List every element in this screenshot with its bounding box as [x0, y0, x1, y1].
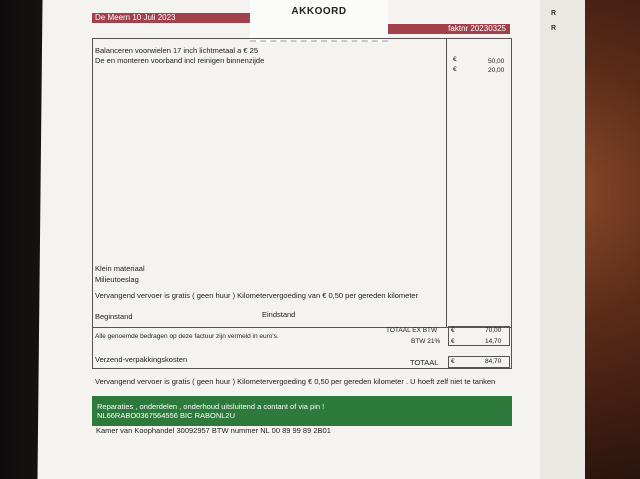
currency-disclaimer: Alle genoemde bedragen op deze factuur zijn vermeld in euro's.	[95, 333, 279, 340]
footer-line-3: Kamer van Koophandel 30092957 BTW nummer NL 00 89 99 89 2B01	[96, 426, 331, 435]
vat-amount: 14,70	[485, 338, 502, 345]
total-ex-vat-currency: €	[451, 327, 455, 334]
item-amount: 20,00	[488, 67, 505, 74]
amount-column-line	[446, 38, 447, 328]
invoice-date: De Meern 10 Juli 2023	[95, 13, 176, 22]
items-box	[92, 38, 512, 328]
beginstand-label: Beginstand	[95, 312, 133, 321]
grand-total-label: TOTAAL	[410, 358, 439, 367]
sticker-text: AKKOORD	[291, 6, 347, 17]
corner-text-2: R	[551, 25, 557, 32]
paper-edge	[540, 0, 585, 479]
approval-sticker	[250, 0, 388, 42]
footer-line-1: Reparaties , onderdelen , onderhoud uitsluitend a contant of via pin !	[97, 402, 325, 411]
item-description: Balanceren voorwielen 17 inch lichtmetaal a € 25	[95, 46, 259, 55]
extra-item: Milieutoeslag	[95, 275, 139, 284]
vat-currency: €	[451, 338, 455, 345]
date-bar	[92, 13, 250, 23]
invoice-number-bar	[388, 24, 510, 34]
item-amount: 50,00	[488, 58, 505, 65]
total-ex-vat-amount: 70,00	[485, 327, 502, 334]
footer-bar	[92, 396, 512, 426]
shipping-label: Verzend-verpakkingskosten	[95, 355, 188, 364]
item-currency: €	[453, 66, 457, 73]
footer-line-2: NL66RABO0367564556 BIC RABONL2U	[97, 411, 235, 420]
eindstand-label: Eindstand	[262, 310, 296, 319]
transport-notice-2: Vervangend vervoer is gratis ( geen huur ) Kilometervergoeding € 0,50 per gereden kilometer . U hoeft zelf niet te tanken	[95, 377, 496, 386]
invoice-number: faktnr 20230325	[448, 24, 506, 33]
vat-label: BTW 21%	[411, 338, 441, 345]
extra-item: Klein materiaal	[95, 264, 145, 273]
grand-total-currency: €	[451, 358, 455, 365]
grand-total-amount: 84,70	[485, 358, 502, 365]
item-description: De en monteren voorband incl reinigen binnenzijde	[95, 56, 265, 65]
corner-text-1: R	[551, 10, 557, 17]
item-currency: €	[453, 56, 457, 63]
transport-notice: Vervangend vervoer is gratis ( geen huur ) Kilometervergoeding van € 0,50 per gereden kilometer	[95, 291, 419, 300]
total-ex-vat-label: TOTAAL EX BTW	[386, 327, 438, 334]
